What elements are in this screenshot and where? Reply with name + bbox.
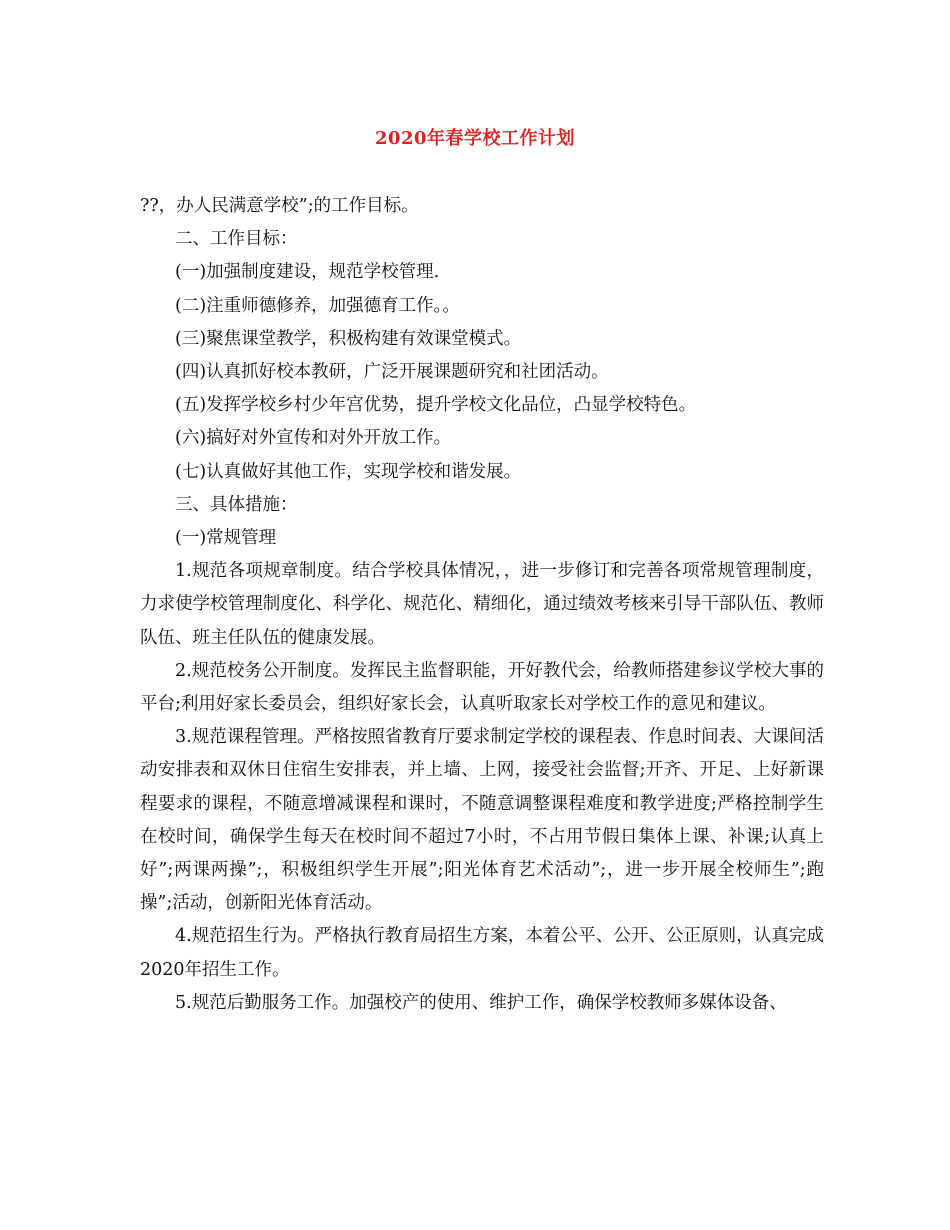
goal-item-4: (四)认真抓好校本教研，广泛开展课题研究和社团活动。 [175,362,609,383]
subheading-routine-management: (一)常规管理 [175,528,277,549]
heading-specific-measures: 三、具体措施： [175,494,298,515]
measure-paragraph-2: 2.规范校务公开制度。发挥民主监督职能，开好教代会，给教师搭建参议学校大事的平台;利用好家长委员会，组织好家长会，认真听取家长对学校工作的意见和建议。 [140,660,824,715]
goal-item-7: (七)认真做好其他工作，实现学校和谐发展。 [175,461,522,482]
document-body [140,190,824,1020]
goal-item-6: (六)搞好对外宣传和对外开放工作。 [175,428,452,449]
goal-item-5: (五)发挥学校乡村少年宫优势，提升学校文化品位，凸显学校特色。 [175,395,697,416]
goal-item-2: (二)注重师德修养，加强德育工作。。 [175,295,460,316]
document-title: 2020年春学校工作计划 [374,128,576,149]
goal-item-3: (三)聚焦课堂教学，积极构建有效课堂模式。 [175,328,522,349]
paragraph-continuation: ??，办人民满意学校”;的工作目标。 [140,196,419,216]
measure-paragraph-4: 4.规范招生行为。严格执行教育局招生方案，本着公平、公开、公正原则，认真完成2020年招生工作。 [140,926,824,980]
heading-work-goals: 二、工作目标： [175,229,298,250]
measure-paragraph-3: 3.规范课程管理。严格按照省教育厅要求制定学校的课程表、作息时间表、大课间活动安排表和双休日住宿生安排表，并上墙、上网，接受社会监督;开齐、开足、上好新课程要求的课程，不随意增减课程和课时，不随意调整课程难度和教学进度;严格控制学生在校时间，确保学生每天在校时间不超过7小时，不占用节假日集体上课、补课;认真上好”;两课两操”;，积极组织学生开展”;阳光体育艺术活动”;，进一步开展全校师生”;跑操”;活动，创新阳光体育活动。 [140,727,824,914]
goal-item-1: (一)加强制度建设，规范学校管理. [175,262,440,283]
measure-paragraph-1: 1.规范各项规章制度。结合学校具体情况，，进一步修订和完善各项常规管理制度，力求使学校管理制度化、科学化、规范化、精细化，通过绩效考核来引导干部队伍、教师队伍、班主任队伍的健康发展。 [140,561,824,648]
measure-paragraph-5: 5.规范后勤服务工作。加强校产的使用、维护工作，确保学校教师多媒体设备、 [175,992,787,1013]
